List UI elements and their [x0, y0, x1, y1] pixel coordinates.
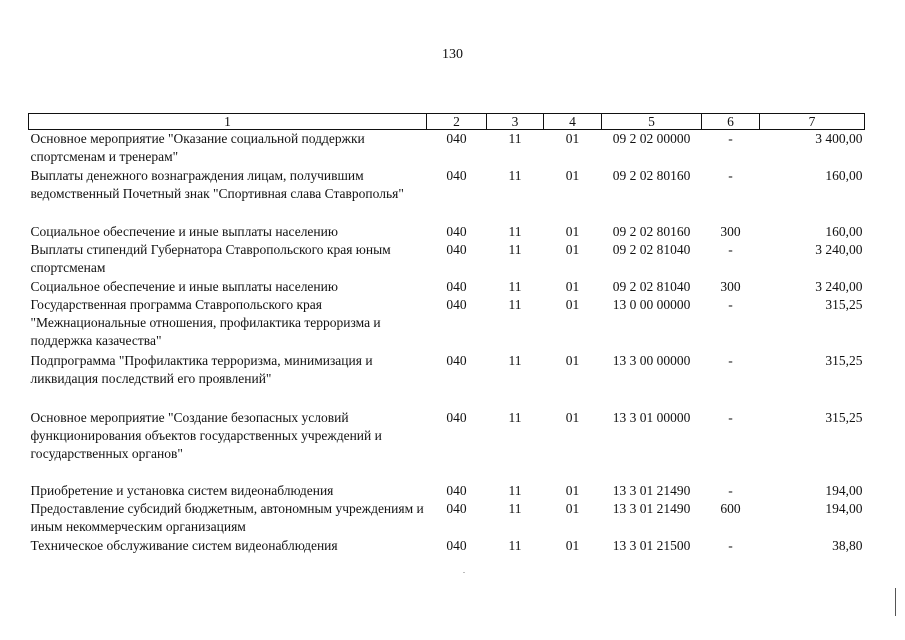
row-ministry-code: 040: [446, 482, 467, 498]
row-ministry-code: 040: [446, 241, 467, 257]
table-row: [29, 278, 865, 296]
row-subsection-code: 01: [565, 482, 580, 498]
row-amount: 38,80: [832, 537, 863, 553]
row-section-code: 11: [508, 223, 522, 239]
row-name: Техническое обслуживание систем видеонаблюдения: [30, 537, 338, 553]
row-ministry-code: 040: [446, 500, 467, 516]
row-section-code: 11: [508, 241, 522, 257]
column-header-3: 3: [487, 114, 544, 130]
row-expense-type: -: [728, 241, 733, 257]
table-row: [29, 537, 865, 555]
row-target-article: 09 2 02 81040: [612, 278, 691, 294]
table-header-row: [29, 114, 865, 130]
row-subsection-code: 01: [565, 131, 580, 146]
row-subsection-code: 01: [565, 278, 580, 294]
column-header-5: 5: [602, 114, 702, 130]
row-subsection-code: 01: [565, 296, 580, 312]
row-expense-type: -: [728, 352, 733, 368]
scan-edge-line: [895, 588, 896, 616]
row-expense-type: 300: [720, 278, 741, 294]
row-expense-type: -: [728, 482, 733, 498]
row-ministry-code: 040: [446, 131, 467, 146]
row-amount: 194,00: [825, 482, 863, 498]
row-section-code: 11: [508, 296, 522, 312]
row-amount: 3 240,00: [815, 241, 863, 257]
row-expense-type: -: [728, 537, 733, 553]
table-row: [29, 130, 865, 167]
row-expense-type: -: [728, 296, 733, 312]
column-header-2: 2: [427, 114, 487, 130]
row-expense-type: -: [728, 409, 733, 425]
table-row: [29, 241, 865, 278]
column-header-6: 6: [702, 114, 760, 130]
row-target-article: 13 3 01 00000: [612, 409, 691, 425]
row-ministry-code: 040: [446, 167, 467, 183]
row-subsection-code: 01: [565, 352, 580, 368]
row-name: Социальное обеспечение и иные выплаты населению: [30, 278, 338, 294]
row-name: Основное мероприятие "Оказание социальной поддержки спортсменам и тренерам": [30, 131, 365, 164]
row-subsection-code: 01: [565, 409, 580, 425]
table-row: [29, 296, 865, 352]
row-target-article: 09 2 02 80160: [612, 167, 691, 183]
row-ministry-code: 040: [446, 296, 467, 312]
row-expense-type: 600: [720, 500, 741, 516]
row-ministry-code: 040: [446, 409, 467, 425]
row-subsection-code: 01: [565, 167, 580, 183]
row-ministry-code: 040: [446, 352, 467, 368]
row-section-code: 11: [508, 409, 522, 425]
row-target-article: 13 3 01 21490: [612, 482, 691, 498]
row-amount: 315,25: [825, 296, 863, 312]
row-section-code: 11: [508, 278, 522, 294]
row-amount: 315,25: [825, 409, 863, 425]
row-name: Выплаты денежного вознаграждения лицам, получившим ведомственный Почетный знак "Спортивная слава Ставрополья": [30, 167, 404, 201]
row-ministry-code: 040: [446, 223, 467, 239]
row-subsection-code: 01: [565, 241, 580, 257]
row-target-article: 13 3 00 00000: [612, 352, 691, 368]
row-subsection-code: 01: [565, 500, 580, 516]
row-section-code: 11: [508, 500, 522, 516]
column-header-1: 1: [29, 114, 427, 130]
page-number: 130: [442, 47, 463, 62]
row-subsection-code: 01: [565, 537, 580, 553]
row-section-code: 11: [508, 482, 522, 498]
row-expense-type: 300: [720, 223, 741, 239]
row-ministry-code: 040: [446, 537, 467, 553]
scan-speck: [463, 572, 465, 573]
row-amount: 3 240,00: [815, 278, 863, 294]
row-section-code: 11: [508, 352, 522, 368]
row-subsection-code: 01: [565, 223, 580, 239]
table-row: [29, 167, 865, 223]
table-row: [29, 223, 865, 241]
row-target-article: 13 3 01 21490: [612, 500, 691, 516]
row-expense-type: -: [728, 167, 733, 183]
row-target-article: 09 2 02 80160: [612, 223, 691, 239]
table-row: [29, 500, 865, 537]
row-amount: 160,00: [825, 223, 863, 239]
table-row: [29, 352, 865, 409]
row-name: Государственная программа Ставропольского края "Межнациональные отношения, профилактика терроризма и поддержка казачества": [30, 296, 381, 348]
row-target-article: 09 2 02 81040: [612, 241, 691, 257]
column-header-7: 7: [760, 114, 865, 130]
row-section-code: 11: [508, 537, 522, 553]
row-name: Предоставление субсидий бюджетным, автономным учреждениям и иным некоммерческим организациям: [30, 500, 424, 534]
table-row: [29, 482, 865, 500]
row-expense-type: -: [728, 131, 733, 146]
row-name: Основное мероприятие "Создание безопасных условий функционирования объектов государственных учреждений и государственных органов": [30, 409, 382, 461]
row-amount: 194,00: [825, 500, 863, 516]
budget-table: [28, 113, 865, 555]
column-header-4: 4: [544, 114, 602, 130]
row-amount: 160,00: [825, 167, 863, 183]
row-section-code: 11: [508, 167, 522, 183]
row-name: Приобретение и установка систем видеонаблюдения: [30, 482, 334, 498]
row-amount: 315,25: [825, 352, 863, 368]
row-name: Подпрограмма "Профилактика терроризма, минимизация и ликвидация последствий его проявлений": [30, 352, 373, 386]
row-target-article: 13 3 01 21500: [612, 537, 691, 553]
row-ministry-code: 040: [446, 278, 467, 294]
row-name: Социальное обеспечение и иные выплаты населению: [30, 223, 338, 239]
row-name: Выплаты стипендий Губернатора Ставропольского края юным спортсменам: [30, 241, 391, 275]
row-section-code: 11: [508, 131, 522, 146]
table-row: [29, 409, 865, 482]
row-amount: 3 400,00: [815, 131, 863, 146]
row-target-article: 09 2 02 00000: [612, 131, 691, 146]
row-target-article: 13 0 00 00000: [612, 296, 691, 312]
